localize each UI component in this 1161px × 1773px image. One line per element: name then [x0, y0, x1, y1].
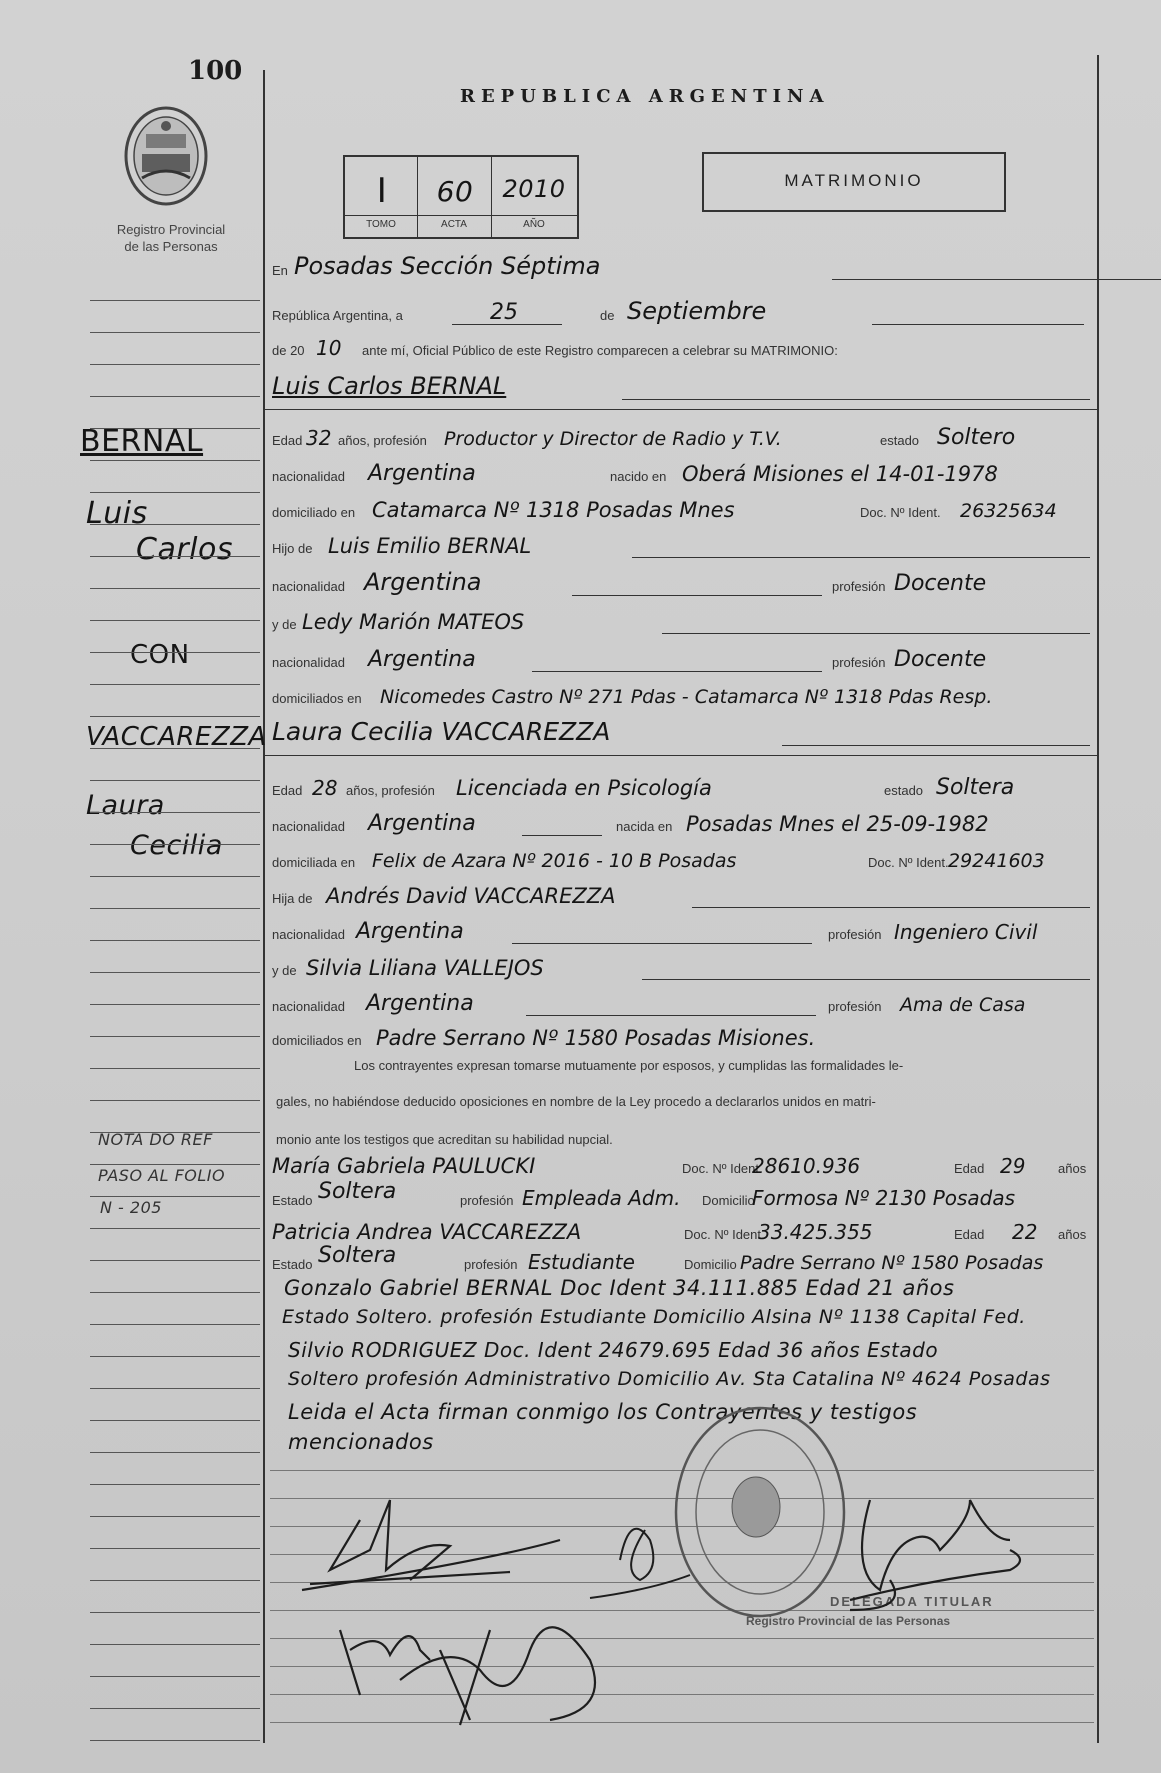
margin-surname-bride: VACCAREZZA: [86, 722, 267, 752]
bride-father-nationality: Argentina: [356, 919, 464, 944]
margin-ruled-line: [90, 1196, 260, 1197]
groom-father: Luis Emilio BERNAL: [328, 534, 532, 558]
intro-date-row: [272, 295, 1090, 329]
margin-ruled-line: [90, 428, 260, 429]
bride-address-row: domiciliada en Felix de Azara Nº 2016 - 10 B Posadas Doc. Nº Ident. 29241603: [272, 850, 1045, 872]
tomo-label: TOMO: [366, 219, 396, 230]
statement-text: ante mí, Oficial Público de este Registro comparecen a celebrar su MATRIMONIO:: [362, 343, 838, 358]
bride-full-name: Laura Cecilia VACCAREZZA: [272, 717, 611, 746]
bride-signature: [340, 1627, 595, 1725]
bride-mother-nationality: Argentina: [366, 991, 474, 1016]
bride-parents-address-row: domiciliados en Padre Serrano Nº 1580 Posadas Misiones.: [272, 1026, 816, 1050]
bride-nationality-row: nacionalidad Argentina nacida en Posadas Mnes el 25-09-1982: [272, 811, 989, 836]
witness-1-profession: Empleada Adm.: [522, 1186, 681, 1210]
record-type-box: [702, 152, 1006, 212]
left-frame-line: [263, 70, 265, 1743]
margin-ruled-line: [90, 972, 260, 973]
tomo-value: I: [376, 171, 388, 211]
page-number: 100: [188, 56, 243, 86]
groom-parents-address-row: domiciliados en Nicomedes Castro Nº 271 Pdas - Catamarca Nº 1318 Pdas Resp.: [272, 686, 993, 708]
groom-civil-status: Soltero: [937, 425, 1016, 450]
bride-father-profession: Ingeniero Civil: [894, 920, 1038, 944]
margin-ruled-line: [90, 1004, 260, 1005]
margin-ruled-line: [90, 300, 260, 301]
margin-note-1: NOTA DO REF: [98, 1130, 213, 1149]
margin-ruled-line: [90, 1452, 260, 1453]
margin-note-3: N - 205: [100, 1198, 162, 1217]
margin-ruled-line: [90, 1516, 260, 1517]
declaration-line-1: Los contrayentes expresan tomarse mutuamente por esposos, y cumplidas las formalidades le-: [354, 1058, 904, 1073]
bride-mother-nationality-row: nacionalidad Argentina profesión Ama de Casa: [272, 991, 1026, 1016]
margin-ruled-line: [90, 1548, 260, 1549]
margin-ruled-line: [90, 940, 260, 941]
margin-ruled-line: [90, 524, 260, 525]
groom-address: Catamarca Nº 1318 Posadas Mnes: [372, 498, 735, 522]
margin-ruled-line: [90, 1292, 260, 1293]
groom-age-row: Edad 32 años, profesión Productor y Director de Radio y T.V. estado Soltero: [272, 425, 1016, 450]
margin-ruled-line: [90, 460, 260, 461]
witness-1-status: Soltera: [318, 1179, 397, 1204]
witness-2-detail-row: Estado Soltera profesión Estudiante Domicilio Padre Serrano Nº 1580 Posadas: [272, 1243, 1044, 1274]
bride-age-row: Edad 28 años, profesión Licenciada en Psicología estado Soltera: [272, 775, 1015, 800]
country-title: REPUBLICA ARGENTINA: [460, 86, 830, 107]
groom-mother-row: y de Ledy Marión MATEOS: [272, 604, 1090, 638]
intro-statement-row: [272, 330, 1090, 364]
place-value: Posadas Sección Séptima: [294, 252, 601, 280]
intro-place-row: [272, 250, 1090, 284]
bride-name-row: [272, 716, 1090, 750]
declaration-line-2: gales, no habiéndose deducido oposiciones en nombre de la Ley procedo a declararlos unidos en matri-: [276, 1094, 876, 1109]
stamp-registry: Registro Provincial de las Personas: [746, 1614, 951, 1628]
witness-2-status: Soltera: [318, 1243, 397, 1268]
margin-ruled-line: [90, 620, 260, 621]
margin-given-groom-2: Carlos: [136, 532, 233, 567]
closing-line-2: mencionados: [288, 1430, 434, 1454]
bride-profession: Licenciada en Psicología: [456, 776, 712, 800]
groom-father-row: Hijo de Luis Emilio BERNAL: [272, 528, 1090, 562]
witness-signature: [590, 1529, 690, 1598]
witness-1-age: 29: [1000, 1154, 1026, 1178]
margin-ruled-line: [90, 1740, 260, 1741]
groom-mother-nationality-row: nacionalidad Argentina profesión Docente: [272, 647, 987, 672]
margin-ruled-line: [90, 812, 260, 813]
groom-mother-nationality: Argentina: [368, 647, 476, 672]
margin-ruled-line: [90, 1612, 260, 1613]
acta-label: ACTA: [441, 219, 467, 230]
registry-name-line-2: de las Personas: [124, 239, 218, 254]
bride-father-row: Hija de Andrés David VACCAREZZA: [272, 878, 1090, 912]
bride-doc: 29241603: [948, 850, 1045, 872]
margin-ruled-line: [90, 1228, 260, 1229]
witness-1-name: María Gabriela PAULUCKI: [272, 1154, 536, 1178]
margin-given-bride-1: Laura: [86, 790, 165, 821]
margin-ruled-line: [90, 1420, 260, 1421]
stamp-title: DELEGADA TITULAR: [830, 1594, 994, 1609]
margin-given-bride-2: Cecilia: [130, 830, 223, 861]
groom-address-row: domiciliado en Catamarca Nº 1318 Posadas Mnes Doc. Nº Ident. 26325634: [272, 498, 1057, 522]
right-frame-line: [1097, 55, 1099, 1743]
margin-ruled-line: [90, 556, 260, 557]
declaration-line-3: monio ante los testigos que acreditan su habilidad nupcial.: [276, 1132, 613, 1147]
groom-parents-address: Nicomedes Castro Nº 271 Pdas - Catamarca Nº 1318 Pdas Resp.: [380, 686, 993, 708]
witness-2-name-row: Patricia Andrea VACCAREZZA Doc. Nº Ident. 33.425.355 Edad 22 años: [272, 1220, 1087, 1244]
en-label: En: [272, 263, 288, 278]
groom-nationality-row: nacionalidad Argentina nacido en Oberá Misiones el 14-01-1978: [272, 461, 998, 486]
margin-ruled-line: [90, 1708, 260, 1709]
margin-ruled-line: [90, 1132, 260, 1133]
witness-3-line-1: Gonzalo Gabriel BERNAL Doc Ident 34.111.885 Edad 21 años: [284, 1276, 955, 1300]
margin-ruled-line: [90, 1644, 260, 1645]
margin-ruled-line: [90, 1356, 260, 1357]
closing-line-1: Leida el Acta firman conmigo los Contrayentes y testigos: [288, 1400, 918, 1424]
groom-name-row: [272, 370, 1090, 404]
groom-father-nationality: Argentina: [364, 568, 482, 596]
margin-ruled-line: [90, 1388, 260, 1389]
groom-full-name: Luis Carlos BERNAL: [272, 372, 507, 400]
groom-birth: Oberá Misiones el 14-01-1978: [682, 462, 998, 486]
bride-parents-address: Padre Serrano Nº 1580 Posadas Misiones.: [376, 1026, 816, 1050]
bride-nationality: Argentina: [368, 811, 476, 836]
margin-ruled-line: [90, 1036, 260, 1037]
witness-2-profession: Estudiante: [528, 1250, 635, 1274]
groom-nationality: Argentina: [368, 461, 476, 486]
bride-address: Felix de Azara Nº 2016 - 10 B Posadas: [372, 850, 737, 872]
witness-1-name-row: María Gabriela PAULUCKI Doc. Nº Ident. 28610.936 Edad 29 años: [272, 1154, 1087, 1178]
margin-ruled-line: [90, 492, 260, 493]
groom-mother-profession: Docente: [894, 647, 987, 672]
margin-ruled-line: [90, 1260, 260, 1261]
bride-mother-row: y de Silvia Liliana VALLEJOS: [272, 950, 1090, 984]
registry-name-line-1: Registro Provincial: [116, 222, 226, 237]
margin-con: CON: [130, 640, 190, 670]
witness-2-doc: 33.425.355: [758, 1220, 873, 1244]
officer-signature: [850, 1500, 1020, 1610]
witness-2-age: 22: [1012, 1220, 1038, 1244]
margin-ruled-line: [90, 396, 260, 397]
bride-mother-profession: Ama de Casa: [900, 994, 1026, 1016]
witness-1-detail-row: Estado Soltera profesión Empleada Adm. Domicilio Formosa Nº 2130 Posadas: [272, 1179, 1016, 1210]
witness-1-address: Formosa Nº 2130 Posadas: [752, 1186, 1016, 1210]
margin-ruled-line: [90, 1164, 260, 1165]
margin-ruled-line: [90, 1580, 260, 1581]
bride-father: Andrés David VACCAREZZA: [326, 884, 616, 908]
ano-value: 2010: [502, 175, 566, 203]
groom-age: 32: [306, 426, 332, 450]
margin-surname-groom: BERNAL: [80, 424, 204, 459]
groom-doc: 26325634: [960, 500, 1057, 522]
margin-ruled-line: [90, 1324, 260, 1325]
month-value: Septiembre: [627, 297, 767, 325]
margin-ruled-line: [90, 684, 260, 685]
republica-label: República Argentina, a: [272, 308, 403, 323]
margin-ruled-line: [90, 588, 260, 589]
margin-ruled-line: [90, 876, 260, 877]
margin-ruled-line: [90, 1484, 260, 1485]
groom-mother: Ledy Marión MATEOS: [302, 610, 525, 634]
acta-value: 60: [436, 175, 474, 208]
margin-ruled-line: [90, 1676, 260, 1677]
record-number-box: [343, 155, 579, 239]
margin-ruled-line: [90, 364, 260, 365]
margin-ruled-line: [90, 652, 260, 653]
groom-signature: [302, 1500, 560, 1590]
margin-ruled-line: [90, 1100, 260, 1101]
margin-ruled-line: [90, 716, 260, 717]
record-type-label: MATRIMONIO: [784, 171, 924, 190]
de-label: de: [600, 308, 615, 323]
margin-note-2: PASO AL FOLIO: [98, 1166, 226, 1185]
bride-mother: Silvia Liliana VALLEJOS: [306, 956, 544, 980]
margin-ruled-line: [90, 1068, 260, 1069]
signatures: [290, 1480, 1050, 1740]
margin-ruled-line: [90, 908, 260, 909]
margin-ruled-line: [90, 748, 260, 749]
witness-4-line-1: Silvio RODRIGUEZ Doc. Ident 24679.695 Edad 36 años Estado: [288, 1338, 939, 1362]
bride-father-nationality-row: nacionalidad Argentina profesión Ingeniero Civil: [272, 919, 1038, 944]
margin-given-groom-1: Luis: [86, 496, 148, 531]
margin-ruled-line: [90, 332, 260, 333]
bride-age: 28: [312, 776, 338, 800]
margin-ruled-line: [90, 844, 260, 845]
bride-civil-status: Soltera: [936, 775, 1015, 800]
day-value: 25: [490, 300, 518, 325]
year-prefix-label: de 20: [272, 343, 305, 358]
bride-birth: Posadas Mnes el 25-09-1982: [686, 812, 989, 836]
year-suffix-value: 10: [316, 336, 342, 360]
witness-1-doc: 28610.936: [752, 1154, 861, 1178]
groom-profession: Productor y Director de Radio y T.V.: [444, 428, 782, 450]
witness-4-line-2: Soltero profesión Administrativo Domicilio Av. Sta Catalina Nº 4624 Posadas: [288, 1368, 1051, 1390]
groom-father-nationality-row: nacionalidad Argentina profesión Docente: [272, 568, 987, 596]
ano-label: AÑO: [523, 219, 545, 230]
margin-ruled-line: [90, 780, 260, 781]
witness-2-address: Padre Serrano Nº 1580 Posadas: [740, 1252, 1044, 1274]
provincial-seal-icon: [120, 104, 212, 208]
witness-2-name: Patricia Andrea VACCAREZZA: [272, 1220, 582, 1244]
groom-father-profession: Docente: [894, 571, 987, 596]
witness-3-line-2: Estado Soltero. profesión Estudiante Domicilio Alsina Nº 1138 Capital Fed.: [282, 1306, 1026, 1328]
